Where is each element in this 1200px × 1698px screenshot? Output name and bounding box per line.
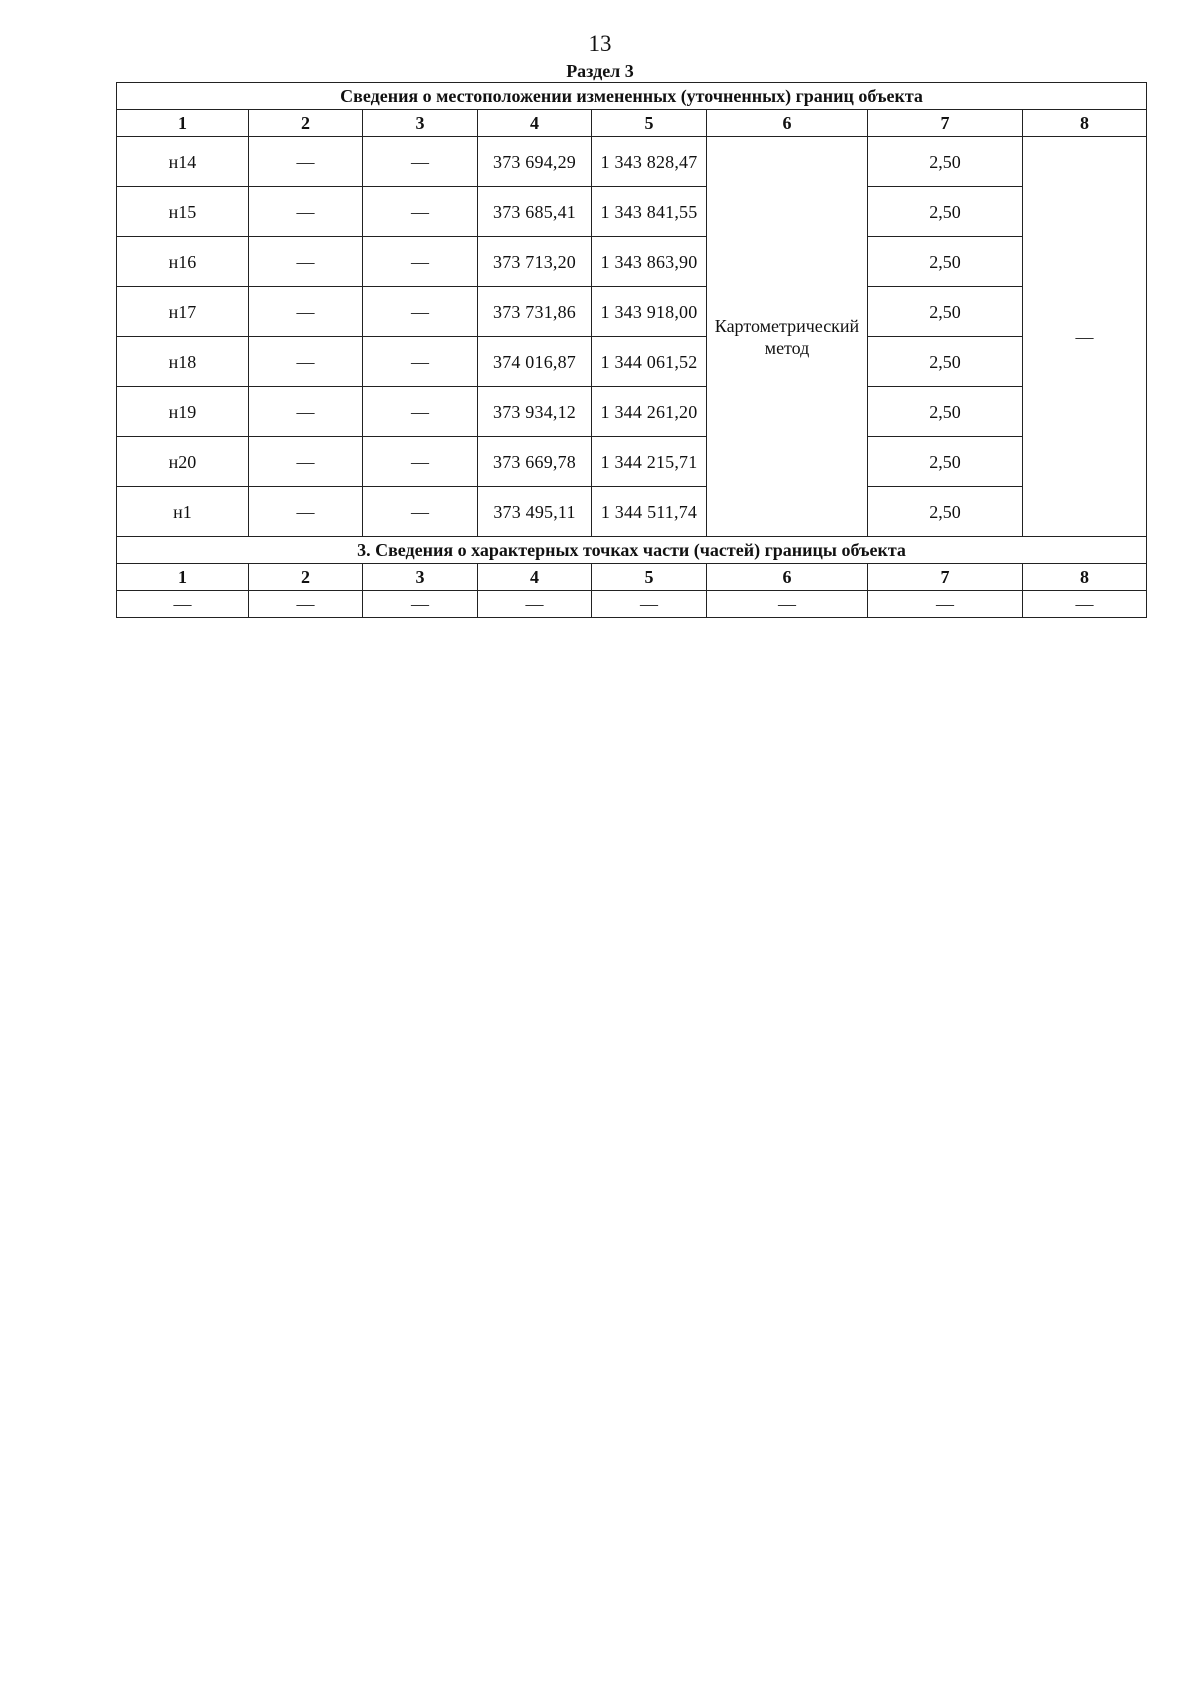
accuracy: 2,50 <box>868 187 1023 237</box>
table1-header-cell: 4 <box>478 110 592 137</box>
table-row <box>117 287 1147 337</box>
coord-y: 1 344 061,52 <box>592 337 707 387</box>
table2-title: 3. Сведения о характерных точках части (частей) границы объекта <box>117 537 1147 564</box>
point-name: н20 <box>117 437 249 487</box>
accuracy: 2,50 <box>868 137 1023 187</box>
coord-x: 373 934,12 <box>478 387 592 437</box>
table2-header-cell: 5 <box>592 564 707 591</box>
cell: — <box>478 591 592 618</box>
cell: — <box>249 487 363 537</box>
table2-header-cell: 4 <box>478 564 592 591</box>
coord-y: 1 343 828,47 <box>592 137 707 187</box>
cell: — <box>249 437 363 487</box>
table1-header-row <box>117 110 1147 137</box>
table2-header-cell: 3 <box>363 564 478 591</box>
point-name: н14 <box>117 137 249 187</box>
table-row <box>117 187 1147 237</box>
col8-cell: — <box>1023 137 1147 537</box>
table1-header-cell: 1 <box>117 110 249 137</box>
cell: — <box>363 437 478 487</box>
cell: — <box>363 591 478 618</box>
point-name: н15 <box>117 187 249 237</box>
coord-x: 373 685,41 <box>478 187 592 237</box>
coord-x: 373 731,86 <box>478 287 592 337</box>
cell: — <box>1023 591 1147 618</box>
table2-header-row <box>117 564 1147 591</box>
cell: — <box>117 591 249 618</box>
accuracy: 2,50 <box>868 237 1023 287</box>
cell: — <box>363 287 478 337</box>
table2-header-cell: 6 <box>707 564 868 591</box>
cell: — <box>249 187 363 237</box>
table1-header-cell: 8 <box>1023 110 1147 137</box>
coord-y: 1 343 863,90 <box>592 237 707 287</box>
coord-x: 373 694,29 <box>478 137 592 187</box>
cell: — <box>363 137 478 187</box>
table1-header-cell: 5 <box>592 110 707 137</box>
table1-header-cell: 2 <box>249 110 363 137</box>
coord-x: 373 669,78 <box>478 437 592 487</box>
point-name: н16 <box>117 237 249 287</box>
coord-y: 1 344 261,20 <box>592 387 707 437</box>
method-cell: Картометрический метод <box>707 137 868 537</box>
table-row <box>117 591 1147 618</box>
table-row <box>117 487 1147 537</box>
cell: — <box>249 237 363 287</box>
table1-title: Сведения о местоположении измененных (уточненных) границ объекта <box>117 83 1147 110</box>
cell: — <box>363 387 478 437</box>
accuracy: 2,50 <box>868 337 1023 387</box>
cell: — <box>868 591 1023 618</box>
coord-y: 1 344 511,74 <box>592 487 707 537</box>
table2-header-cell: 8 <box>1023 564 1147 591</box>
point-name: н18 <box>117 337 249 387</box>
accuracy: 2,50 <box>868 487 1023 537</box>
coord-y: 1 343 918,00 <box>592 287 707 337</box>
table1-header-cell: 7 <box>868 110 1023 137</box>
table-row <box>117 387 1147 437</box>
point-name: н19 <box>117 387 249 437</box>
table2-header-cell: 7 <box>868 564 1023 591</box>
table-row <box>117 437 1147 487</box>
coord-y: 1 344 215,71 <box>592 437 707 487</box>
point-name: н17 <box>117 287 249 337</box>
table-row <box>117 237 1147 287</box>
point-name: н1 <box>117 487 249 537</box>
coord-x: 373 713,20 <box>478 237 592 287</box>
cell: — <box>707 591 868 618</box>
cell: — <box>249 591 363 618</box>
cell: — <box>249 287 363 337</box>
cell: — <box>249 137 363 187</box>
table-row <box>117 137 1147 187</box>
coord-y: 1 343 841,55 <box>592 187 707 237</box>
table1-header-cell: 6 <box>707 110 868 137</box>
table2-header-cell: 2 <box>249 564 363 591</box>
cell: — <box>249 337 363 387</box>
table1-header-cell: 3 <box>363 110 478 137</box>
coord-x: 374 016,87 <box>478 337 592 387</box>
accuracy: 2,50 <box>868 387 1023 437</box>
table2-header-cell: 1 <box>117 564 249 591</box>
cell: — <box>363 337 478 387</box>
table-row <box>117 337 1147 387</box>
cell: — <box>363 187 478 237</box>
cell: — <box>363 237 478 287</box>
accuracy: 2,50 <box>868 437 1023 487</box>
cell: — <box>249 387 363 437</box>
accuracy: 2,50 <box>868 287 1023 337</box>
section-label: Раздел 3 <box>566 61 634 81</box>
cell: — <box>592 591 707 618</box>
cell: — <box>363 487 478 537</box>
coord-x: 373 495,11 <box>478 487 592 537</box>
boundary-table <box>116 82 1147 618</box>
page-number: 13 <box>588 31 612 56</box>
